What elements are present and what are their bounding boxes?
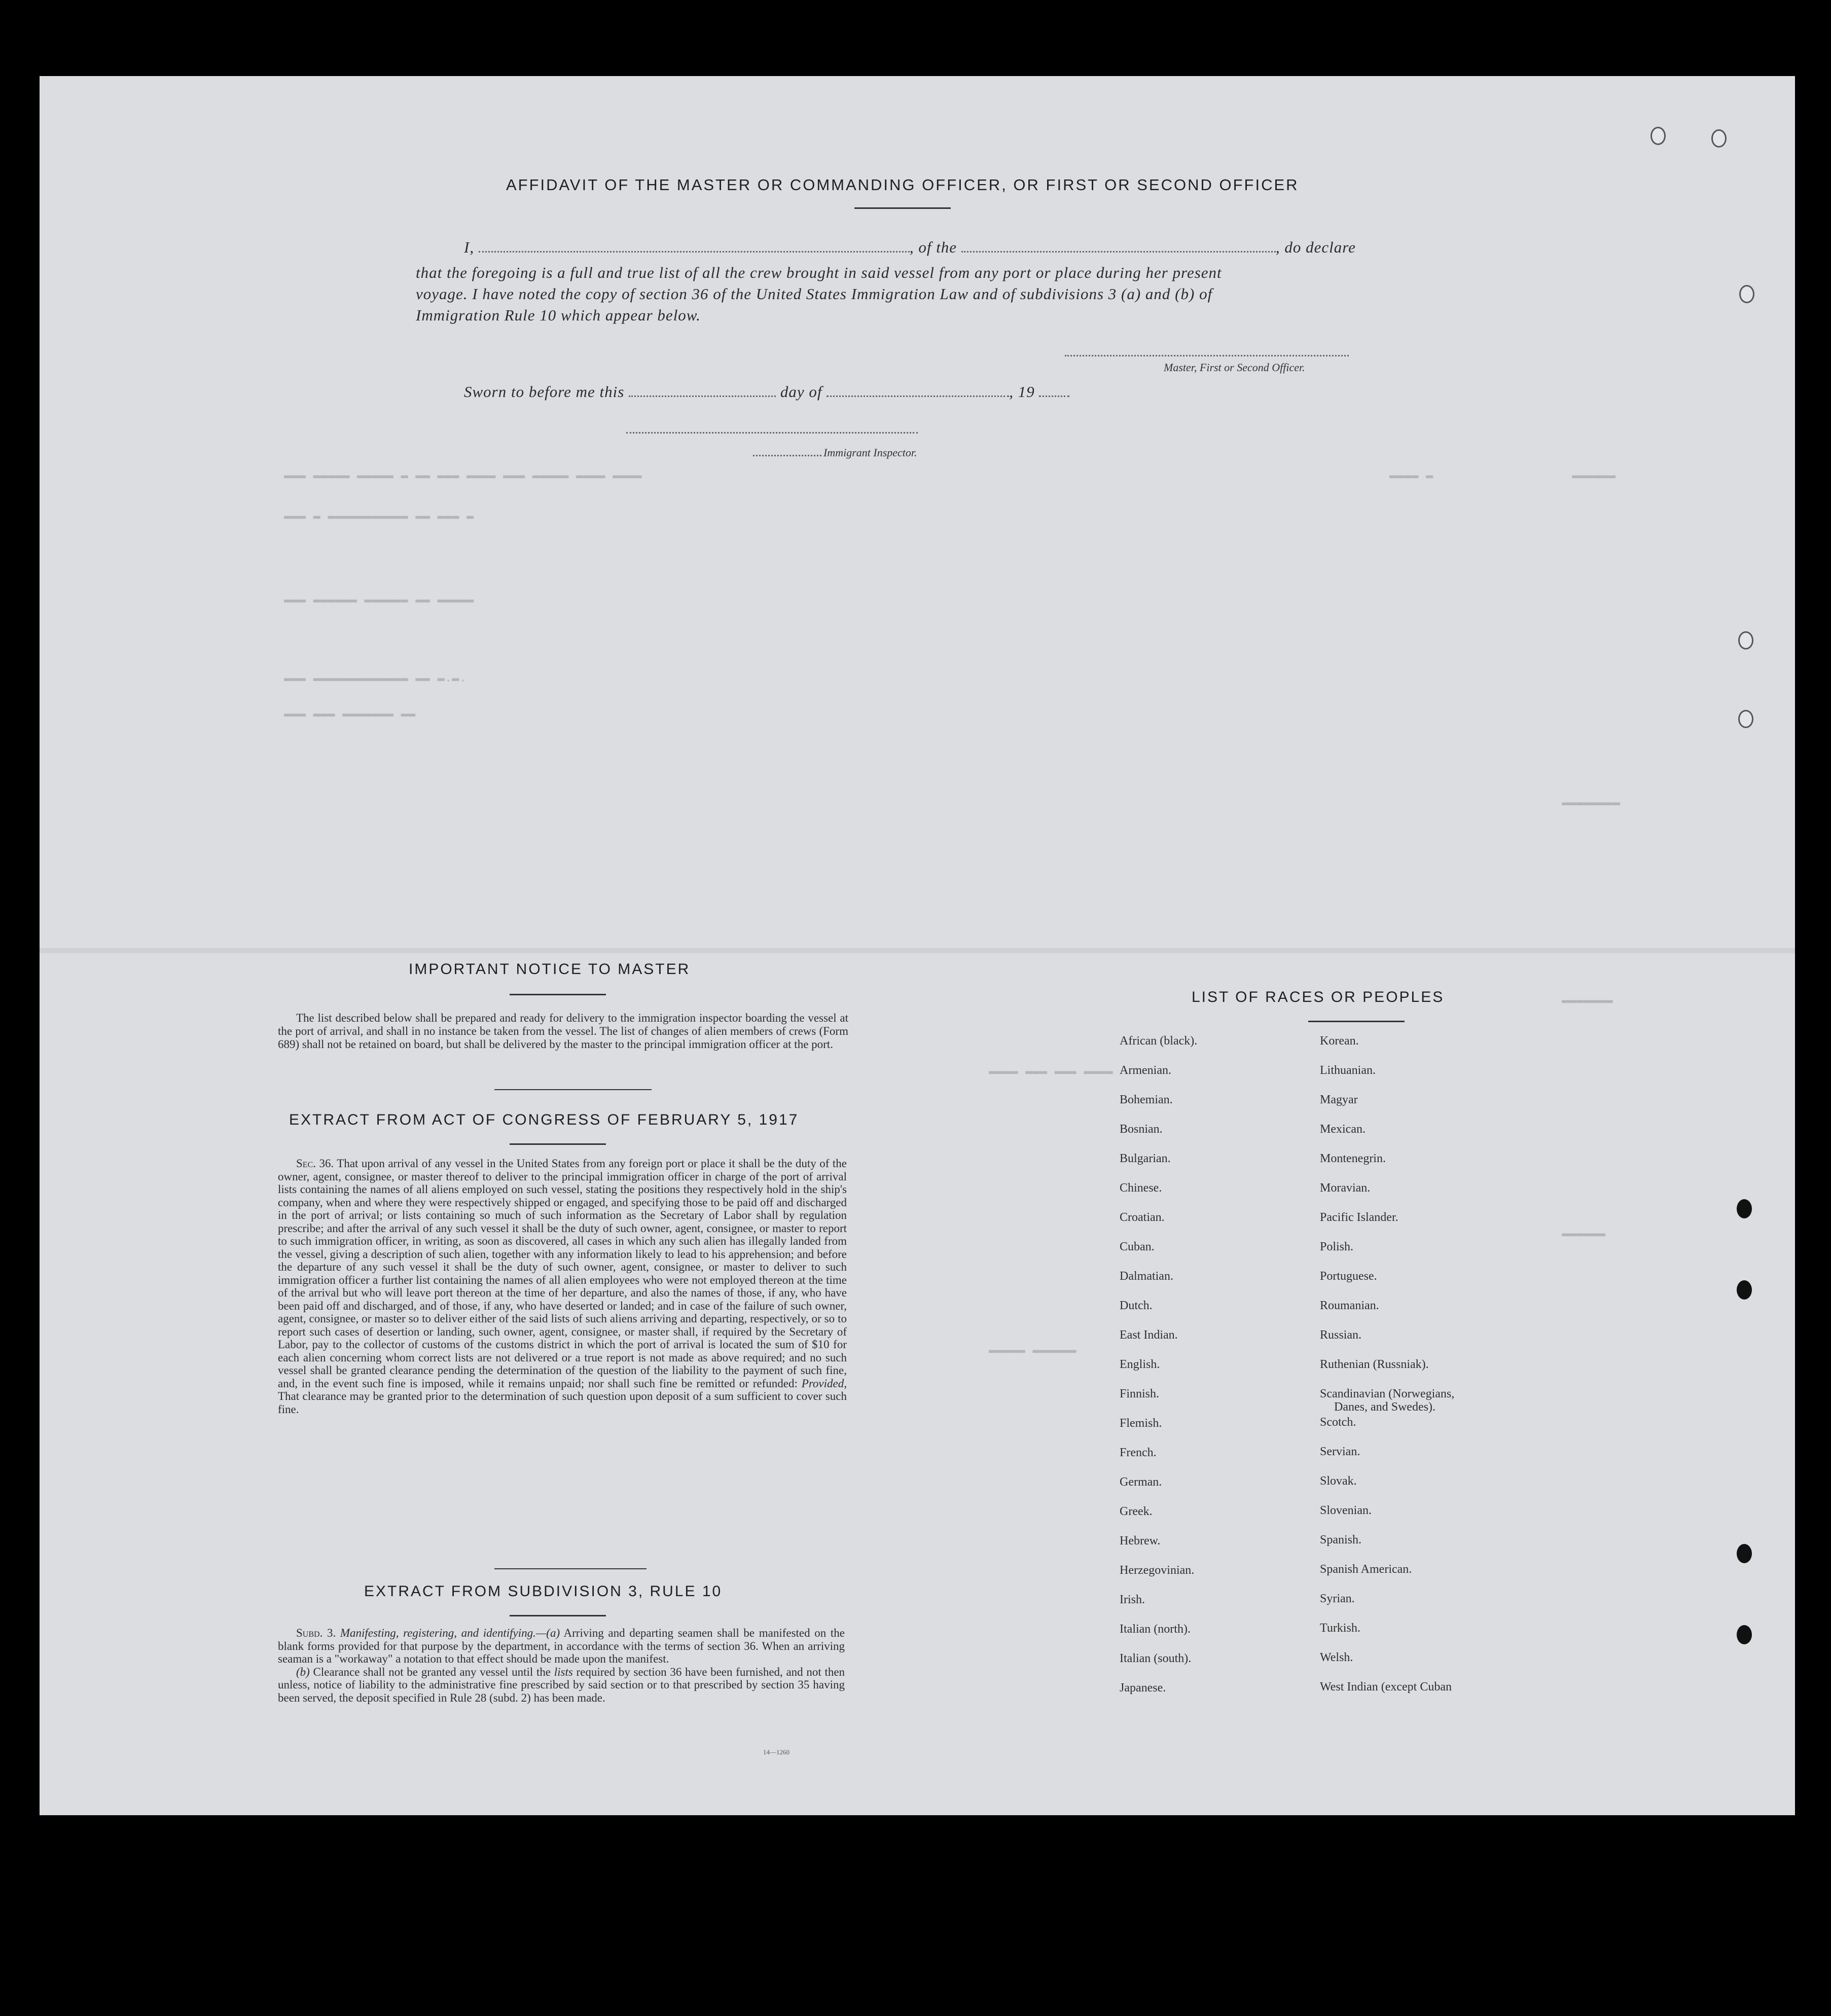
vessel-name-field[interactable] bbox=[961, 250, 1276, 253]
act-body: That upon arrival of any vessel in the United States from any foreign port or place it shall be the duty of the owner, agent, consignee, or master thereof to deliver to the principal immigration officer in charge of the port of arrival lists containing the names of all aliens employed on such vessel, stating the positions they respectively hold in the ship's company, when and where they were respectively shipped or engaged, and specifying those to be paid off and discharged in the port of arrival; or lists containing so much of such information as the Secretary of Labor shall by regulation prescribe; and after the arrival of any such vessel it shall be the duty of such owner, agent, consignee, or master to report to such immigration officer, in writing, as soon as discovered, all cases in which any such alien has illegally landed from the vessel, giving a description of such alien, together with any information likely to lead to his apprehension; and before the departure of any such vessel it shall be the duty of such owner, agent, consignee, or master to deliver to such immigration officer a further list containing the names of all alien employees who were not employed thereon at the time of the arrival but who will leave port thereon at the time of her departure, and also the names of those, if any, who have been paid off and discharged, and of those, if any, who have deserted or landed; and in case of the failure of such owner, agent, consignee, or master so to deliver either of the said lists of such aliens arriving and departing, respectively, or so to report such cases of desertion or landing, such owner, agent, consignee, or master shall, if required by the Secretary of Labor, pay to the collector of customs of the customs district in which the port of arrival is located the sum of $10 for each alien concerning whom correct lists are not delivered or a true report is not made as above required; and no such vessel shall be granted clearance pending the determination of the question of the liability to the payment of such fine, and, in the event such fine is imposed, while it remains unpaid; nor shall such fine be remitted or refunded: bbox=[278, 1157, 847, 1390]
rule-a-label: —(a) bbox=[535, 1627, 560, 1639]
race-item: Syrian. bbox=[1320, 1592, 1355, 1605]
act-body-end: That clearance may be granted prior to the determination of such question upon deposit of a sum sufficient to cover such fine. bbox=[278, 1390, 847, 1416]
act-section-label: Sec. 36. bbox=[296, 1157, 334, 1170]
race-item: Irish. bbox=[1120, 1593, 1145, 1606]
punch-hole bbox=[1737, 1199, 1752, 1218]
races-column-2 bbox=[1320, 1034, 1454, 1710]
race-item: Polish. bbox=[1320, 1240, 1354, 1253]
notice-heading-rule bbox=[510, 994, 606, 995]
sworn-label: Sworn to before me this bbox=[464, 383, 625, 401]
act-provided: Provided, bbox=[801, 1377, 847, 1390]
race-item: Pacific Islander. bbox=[1320, 1211, 1398, 1224]
rule-a-text: Arriving and departing seamen shall be manifested on the blank forms provided for that purpose by the department, in accordance with the terms of section 36. When an arriving seaman is a "workaway" a notation to that effect should be made upon the manifest. bbox=[278, 1627, 845, 1665]
rule-heading: EXTRACT FROM SUBDIVISION 3, RULE 10 bbox=[364, 1583, 723, 1600]
affidavit-line-3: voyage. I have noted the copy of section 36 of the United States Immigration Law and of subdivisions 3 (a) and (b) of bbox=[416, 285, 1213, 303]
race-item: Turkish. bbox=[1320, 1622, 1360, 1635]
race-item: Flemish. bbox=[1120, 1417, 1162, 1430]
race-item: Croatian. bbox=[1120, 1211, 1165, 1224]
inspector-signature-block bbox=[626, 427, 918, 436]
declare-label: , do declare bbox=[1275, 238, 1356, 256]
act-divider bbox=[494, 1568, 647, 1569]
race-item: Korean. bbox=[1320, 1034, 1359, 1048]
rule-b-text-2: required by section 36 have been furnished, and not then unless, notice of liability to the administrative fine prescribed by said section or to that prescribed by section 35 having been served, the deposit specified in Rule 28 (subd. 2) has been made. bbox=[278, 1665, 845, 1704]
race-item: Lithuanian. bbox=[1320, 1064, 1376, 1077]
sworn-month-field[interactable] bbox=[827, 395, 1009, 397]
race-item: Italian (north). bbox=[1120, 1623, 1191, 1636]
race-item: Portuguese. bbox=[1320, 1270, 1377, 1283]
race-item: Welsh. bbox=[1320, 1651, 1353, 1664]
punch-hole bbox=[1650, 127, 1666, 145]
race-item: Hebrew. bbox=[1120, 1534, 1161, 1547]
act-heading: EXTRACT FROM ACT OF CONGRESS OF FEBRUARY 5, 1917 bbox=[289, 1111, 799, 1128]
race-item: Japanese. bbox=[1120, 1681, 1166, 1695]
race-item: Ruthenian (Russniak). bbox=[1320, 1358, 1429, 1371]
punch-hole bbox=[1737, 1544, 1752, 1563]
race-item: Italian (south). bbox=[1120, 1652, 1192, 1665]
inspector-caption-line bbox=[753, 446, 917, 459]
rule-heading-rule bbox=[510, 1615, 606, 1616]
race-item: English. bbox=[1120, 1358, 1160, 1371]
punch-hole bbox=[1737, 1280, 1752, 1300]
race-item: Russian. bbox=[1320, 1328, 1362, 1342]
rule-text bbox=[278, 1627, 845, 1704]
sworn-year-label: , 19 bbox=[1009, 383, 1035, 401]
rule-b-label: (b) bbox=[296, 1665, 310, 1678]
race-item: Montenegrin. bbox=[1320, 1152, 1386, 1165]
race-item: Dutch. bbox=[1120, 1299, 1153, 1312]
race-item: Moravian. bbox=[1320, 1181, 1371, 1195]
rule-subd-label: Subd. 3. bbox=[296, 1627, 336, 1639]
race-item: West Indian (except Cuban bbox=[1320, 1680, 1452, 1694]
race-item: Bohemian. bbox=[1120, 1093, 1173, 1106]
affidavit-line-2: that the foregoing is a full and true list of all the crew brought in said vessel from any port or place during her present bbox=[416, 264, 1222, 281]
race-item: Slovenian. bbox=[1320, 1504, 1372, 1517]
race-item: Greek. bbox=[1120, 1505, 1153, 1518]
race-item: Magyar bbox=[1320, 1093, 1358, 1106]
race-item: Chinese. bbox=[1120, 1181, 1162, 1195]
affidavit-declaration-line bbox=[464, 238, 1356, 257]
race-item: Spanish American. bbox=[1320, 1563, 1412, 1576]
race-item: Servian. bbox=[1320, 1445, 1360, 1458]
race-item: Herzegovinian. bbox=[1120, 1564, 1195, 1577]
race-item: Finnish. bbox=[1120, 1387, 1160, 1400]
race-item: Mexican. bbox=[1320, 1123, 1366, 1136]
race-item: French. bbox=[1120, 1446, 1157, 1459]
sworn-day-label: day of bbox=[780, 383, 822, 401]
master-signature-field[interactable] bbox=[1065, 354, 1349, 356]
punch-hole bbox=[1738, 631, 1753, 650]
affidavit-line-4: Immigration Rule 10 which appear below. bbox=[416, 306, 701, 324]
affidavit-heading-rule bbox=[854, 207, 951, 209]
notice-text: The list described below shall be prepared and ready for delivery to the immigration inspector boarding the vessel at the port of arrival, and shall in no instance be taken from the vessel. The list of changes of alien members of crews (Form 689) shall not be retained on board, but shall be delivered by the master to the principal immigration officer at the port. bbox=[278, 1012, 848, 1051]
document-page bbox=[40, 76, 1795, 1815]
race-item: Slovak. bbox=[1320, 1474, 1357, 1488]
races-heading: LIST OF RACES OR PEOPLES bbox=[1192, 989, 1445, 1005]
race-item: Dalmatian. bbox=[1120, 1270, 1173, 1283]
races-column-1 bbox=[1120, 1034, 1197, 1711]
sworn-line bbox=[464, 383, 1069, 401]
affidavit-heading: AFFIDAVIT OF THE MASTER OR COMMANDING OFFICER, OR FIRST OR SECOND OFFICER bbox=[506, 176, 1299, 194]
race-item: Bulgarian. bbox=[1120, 1152, 1171, 1165]
page-fold bbox=[40, 948, 1795, 953]
inspector-signature-field[interactable] bbox=[626, 431, 918, 434]
vessel-label: , of the bbox=[909, 238, 957, 256]
notice-heading: IMPORTANT NOTICE TO MASTER bbox=[409, 961, 691, 978]
race-item: African (black). bbox=[1120, 1034, 1198, 1048]
race-item: Armenian. bbox=[1120, 1064, 1171, 1077]
races-heading-rule bbox=[1308, 1021, 1405, 1022]
notice-divider bbox=[494, 1089, 652, 1090]
inspector-caption: Immigrant Inspector. bbox=[823, 446, 917, 459]
race-item: Bosnian. bbox=[1120, 1123, 1163, 1136]
race-item: German. bbox=[1120, 1475, 1162, 1489]
race-item: Spanish. bbox=[1320, 1533, 1362, 1546]
race-item: Cuban. bbox=[1120, 1240, 1155, 1253]
race-item: Roumanian. bbox=[1320, 1299, 1379, 1312]
rule-b-text-1: Clearance shall not be granted any vessel until the bbox=[313, 1665, 551, 1678]
act-text bbox=[278, 1157, 847, 1416]
sworn-year-field[interactable] bbox=[1039, 395, 1069, 397]
declarant-name-field[interactable] bbox=[479, 250, 910, 253]
race-item: East Indian. bbox=[1120, 1328, 1178, 1342]
act-heading-rule bbox=[510, 1143, 606, 1145]
rule-b-lists: lists bbox=[554, 1665, 573, 1678]
race-item: Scotch. bbox=[1320, 1416, 1356, 1429]
sworn-day-field[interactable] bbox=[629, 395, 776, 397]
declarant-label: I, bbox=[464, 238, 475, 256]
punch-hole bbox=[1739, 285, 1754, 303]
punch-hole bbox=[1737, 1625, 1752, 1644]
punch-hole bbox=[1711, 129, 1727, 148]
form-number: 14—1260 bbox=[763, 1748, 789, 1756]
race-item: Scandinavian (Norwegians, Danes, and Swedes). bbox=[1320, 1387, 1455, 1414]
rule-subd-title: Manifesting, registering, and identifying. bbox=[340, 1627, 536, 1639]
punch-hole bbox=[1738, 710, 1753, 728]
master-caption: Master, First or Second Officer. bbox=[1164, 361, 1305, 374]
master-signature-block bbox=[1065, 350, 1349, 359]
